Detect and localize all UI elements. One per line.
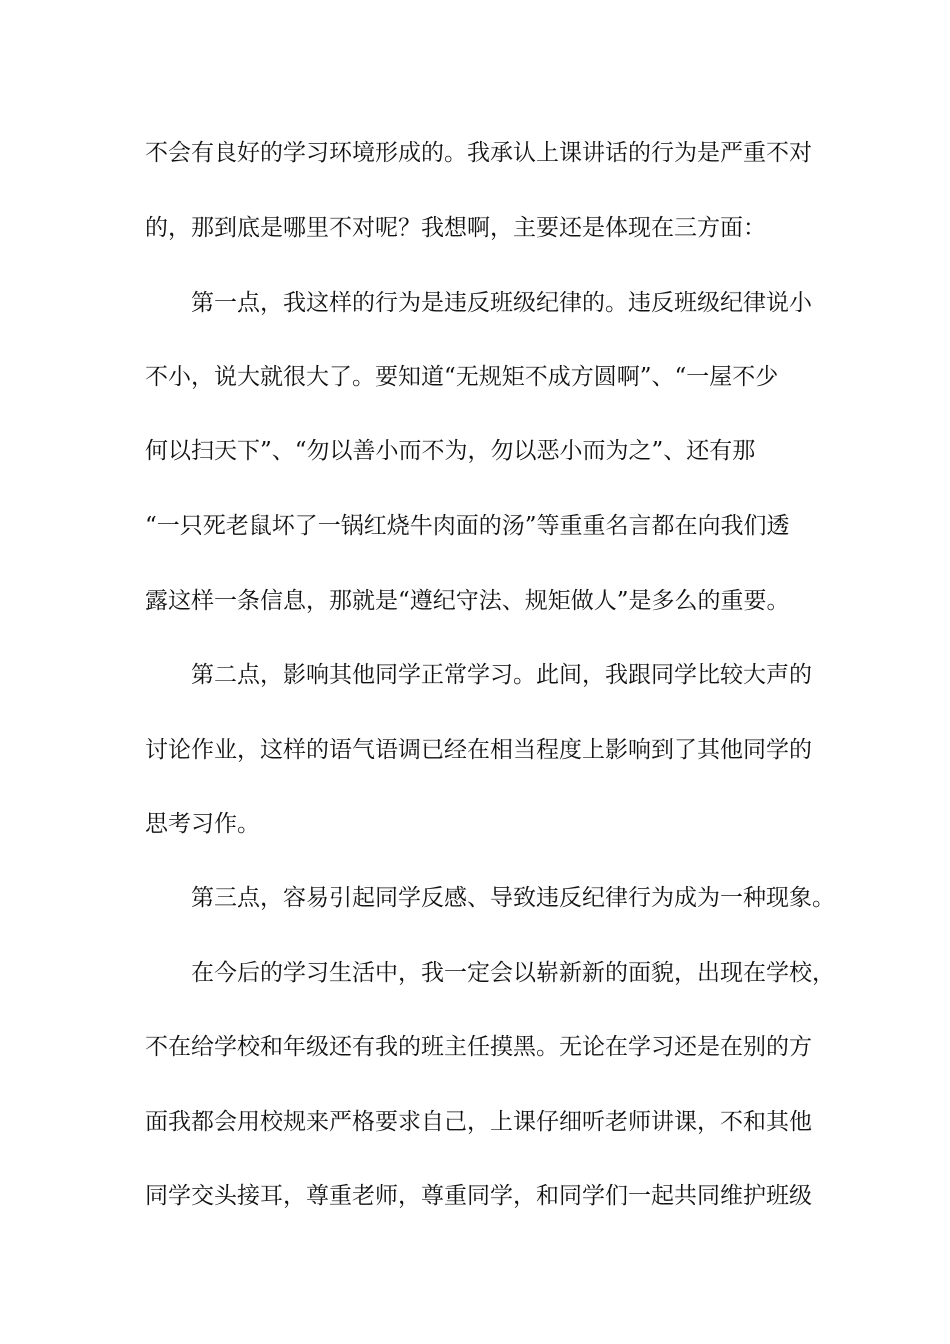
text-line-14: 面我都会用校规来严格要求自己，上课仔细听老师讲课，不和其他 [145, 1109, 812, 1135]
text-line-2: 的，那到底是哪里不对呢？我想啊，主要还是体现在三方面： [145, 215, 766, 241]
text-line-8: 第二点，影响其他同学正常学习。此间，我跟同学比较大声的 [191, 662, 812, 688]
text-line-12: 在今后的学习生活中，我一定会以崭新新的面貌，出现在学校， [191, 960, 835, 986]
text-line-7: 露这样一条信息，那就是“遵纪守法、规矩做人”是多么的重要。 [145, 588, 790, 614]
text-line-6: “一只死老鼠坏了一锅红烧牛肉面的汤”等重重名言都在向我们透 [145, 513, 790, 539]
text-line-11: 第三点，容易引起同学反感、导致违反纪律行为成为一种现象。 [191, 885, 835, 911]
text-line-3: 第一点，我这样的行为是违反班级纪律的。违反班级纪律说小 [191, 290, 812, 316]
text-line-10: 思考习作。 [145, 811, 260, 837]
text-line-4: 不小，说大就很大了。要知道“无规矩不成方圆啊”、“一屋不少 [145, 364, 779, 390]
text-line-5: 何以扫天下”、“勿以善小而不为，勿以恶小而为之”、还有那 [145, 438, 756, 464]
text-line-13: 不在给学校和年级还有我的班主任摸黑。无论在学习还是在别的方 [145, 1034, 812, 1060]
text-line-15: 同学交头接耳，尊重老师，尊重同学，和同学们一起共同维护班级 [145, 1183, 812, 1209]
text-line-1: 不会有良好的学习环境形成的。我承认上课讲话的行为是严重不对 [145, 140, 812, 166]
text-line-9: 讨论作业，这样的语气语调已经在相当程度上影响到了其他同学的 [145, 737, 812, 763]
